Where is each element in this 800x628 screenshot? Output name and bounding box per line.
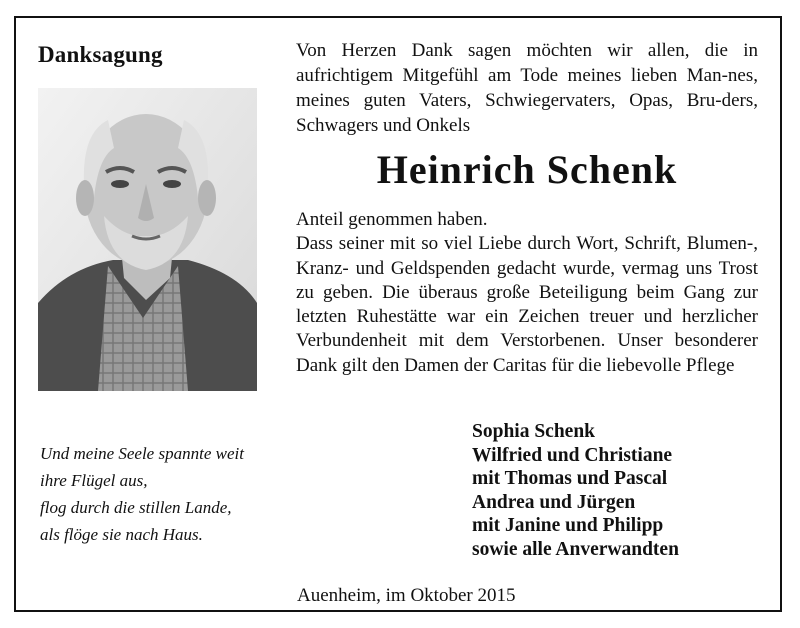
notice-heading: Danksagung <box>38 42 163 67</box>
poem-line: ihre Flügel aus, <box>40 471 148 490</box>
poem-line: als flöge sie nach Haus. <box>40 525 203 544</box>
signer: mit Thomas und Pascal <box>472 468 668 489</box>
portrait-photo <box>38 88 257 391</box>
intro-text: Von Herzen Dank sagen möchten wir allen, die in aufrichtigem Mitgefühl am Tode meines lieben Man-nes, meines guten Vaters, Schwiegervaters, Opas, Bru-ders, Schwagers und Onkels <box>296 40 758 136</box>
deceased-name: Heinrich Schenk <box>376 147 678 192</box>
signer: sowie alle Anverwandten <box>472 538 679 560</box>
obituary-notice <box>14 16 782 612</box>
thanks-text: Dass seiner mit so viel Liebe durch Wort, Schrift, Blumen-, Kranz- und Geldspenden gedacht wurde, vermag uns Trost zu geben. Die überaus große Beteiligung beim Gang zur letzten Ruhestätte war ein Zeichen treuer und herzlicher Verbundenheit mit dem Verstorbenen. Unser besonderer Dank gilt den Damen der Caritas für die liebevolle Pflege <box>296 233 759 376</box>
place-date: Auenheim, im Oktober 2015 <box>297 585 516 606</box>
signer: Sophia Schenk <box>472 421 596 442</box>
thanks-opening: Anteil genommen haben. <box>296 209 488 230</box>
poem-line: flog durch die stillen Lande, <box>40 498 232 517</box>
thanks-paragraph <box>296 208 758 378</box>
intro-paragraph <box>296 38 758 138</box>
signer: Andrea und Jürgen <box>472 491 636 513</box>
signer: Wilfried und Christiane <box>472 444 673 466</box>
signer: mit Janine und Philipp <box>472 515 664 536</box>
poem-line: Und meine Seele spannte weit <box>40 444 244 463</box>
poem-verse <box>40 440 290 548</box>
signers-list <box>472 420 679 561</box>
